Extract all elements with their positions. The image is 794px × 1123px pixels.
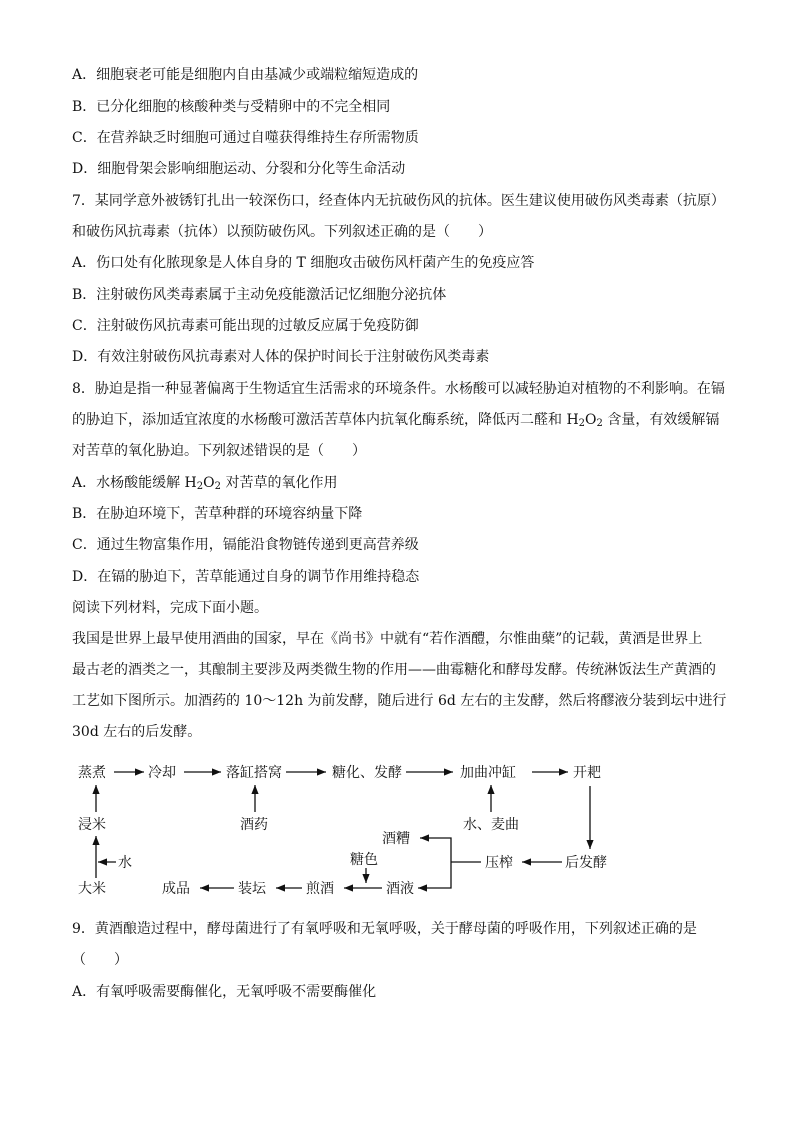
node-jiaqu: 加曲冲缸 xyxy=(460,765,516,781)
node-chengpin: 成品 xyxy=(162,881,190,897)
node-jiuye: 酒液 xyxy=(386,881,414,897)
node-luogang: 落缸搭窝 xyxy=(226,765,282,781)
node-yazha: 压榨 xyxy=(485,855,513,871)
subscript: 2 xyxy=(578,418,586,429)
process-flow-diagram xyxy=(60,752,620,902)
q7-stem-line1: 7．某同学意外被锈钉扎出一较深伤口，经查体内无抗破伤风的抗体。医生建议使用破伤风类毒素（抗原） xyxy=(72,193,725,209)
q8-stem-line3: 对苦草的氧化胁迫。下列叙述错误的是（ ） xyxy=(72,443,366,459)
subscript: 2 xyxy=(596,418,603,429)
q8-option-c: C．通过生物富集作用，镉能沿食物链传递到更高营养级 xyxy=(72,537,419,553)
node-shui: 水 xyxy=(118,855,132,871)
q8-option-text: 对苦草的氧化作用 xyxy=(221,475,338,491)
arrow-yazha-jiuzao xyxy=(420,838,451,862)
node-tanghua: 糖化、发酵 xyxy=(332,765,402,781)
material-paragraph-line2: 最古老的酒类之一，其酿制主要涉及两类微生物的作用——曲霉糖化和酵母发酵。传统淋饭法生产黄酒的 xyxy=(72,662,716,678)
q8-stem-text: O xyxy=(585,412,597,428)
node-zhuangtan: 装坛 xyxy=(238,881,266,897)
q8-stem-text: 的胁迫下，添加适宜浓度的水杨酸可激活苦草体内抗氧化酶系统，降低丙二醛和 H xyxy=(72,412,579,428)
node-houfajiao: 后发酵 xyxy=(565,855,607,871)
q8-stem-line2 xyxy=(72,411,719,429)
q8-stem-text: 含量，有效缓解镉 xyxy=(602,412,720,428)
node-tangse: 糖色 xyxy=(350,852,378,868)
q6-option-c: C．在营养缺乏时细胞可通过自噬获得维持生存所需物质 xyxy=(72,130,419,146)
q7-stem-line2: 和破伤风抗毒素（抗体）以预防破伤风。下列叙述正确的是（ ） xyxy=(72,224,492,240)
q8-option-text: A．水杨酸能缓解 H xyxy=(72,475,197,491)
material-intro: 阅读下列材料，完成下面小题。 xyxy=(72,600,268,616)
node-shui-maiqu: 水、麦曲 xyxy=(463,817,519,833)
subscript: 2 xyxy=(214,481,222,492)
material-paragraph-line3: 工艺如下图所示。加酒药的 10～12h 为前发酵，随后进行 6d 左右的主发酵，然后将醪液分装到坛中进行 xyxy=(72,693,727,709)
q7-option-a: A．伤口处有化脓现象是人体自身的 T 细胞攻击破伤风杆菌产生的免疫应答 xyxy=(72,255,535,271)
q7-option-b: B．注射破伤风类毒素属于主动免疫能激活记忆细胞分泌抗体 xyxy=(72,287,447,303)
q9-option-a: A．有氧呼吸需要酶催化，无氧呼吸不需要酶催化 xyxy=(72,984,377,1000)
q9-stem-line1: 9．黄酒酿造过程中，酵母菌进行了有氧呼吸和无氧呼吸，关于酵母菌的呼吸作用，下列叙述正确的是 xyxy=(72,921,697,937)
node-jinmi: 浸米 xyxy=(78,817,106,833)
q8-option-d: D．在镉的胁迫下，苦草能通过自身的调节作用维持稳态 xyxy=(72,569,420,585)
q6-option-b: B．已分化细胞的核酸种类与受精卵中的不完全相同 xyxy=(72,99,391,115)
q8-option-b: B．在胁迫环境下，苦草种群的环境容纳量下降 xyxy=(72,506,363,522)
material-paragraph-line1: 我国是世界上最早使用酒曲的国家，早在《尚书》中就有“若作酒醴，尔惟曲蘖”的记载，黄酒是世界上 xyxy=(72,631,703,647)
arrow-yazha-jiuye xyxy=(418,862,451,888)
q8-option-text: O xyxy=(203,475,215,491)
subscript: 2 xyxy=(196,481,204,492)
q7-option-c: C．注射破伤风抗毒素可能出现的过敏反应属于免疫防御 xyxy=(72,318,419,334)
node-kaipa: 开耙 xyxy=(573,765,601,781)
node-jianjiu: 煎酒 xyxy=(306,881,334,897)
node-dami: 大米 xyxy=(78,881,106,897)
node-jiuzao: 酒糟 xyxy=(382,831,410,847)
q6-option-d: D．细胞骨架会影响细胞运动、分裂和分化等生命活动 xyxy=(72,161,406,177)
node-jiuyao: 酒药 xyxy=(240,817,268,833)
node-lengque: 冷却 xyxy=(148,765,176,781)
q6-option-a: A．细胞衰老可能是细胞内自由基减少或端粒缩短造成的 xyxy=(72,67,419,83)
material-paragraph-line4: 30d 左右的后发酵。 xyxy=(72,724,202,740)
q7-option-d: D．有效注射破伤风抗毒素对人体的保护时间长于注射破伤风类毒素 xyxy=(72,349,490,365)
q8-option-a xyxy=(72,474,337,492)
q8-stem-line1: 8．胁迫是指一种显著偏离于生物适宜生活需求的环境条件。水杨酸可以减轻胁迫对植物的不利影响。在镉 xyxy=(72,381,725,397)
q9-stem-line2: （ ） xyxy=(72,952,128,968)
node-zhengzhu: 蒸煮 xyxy=(78,765,106,781)
